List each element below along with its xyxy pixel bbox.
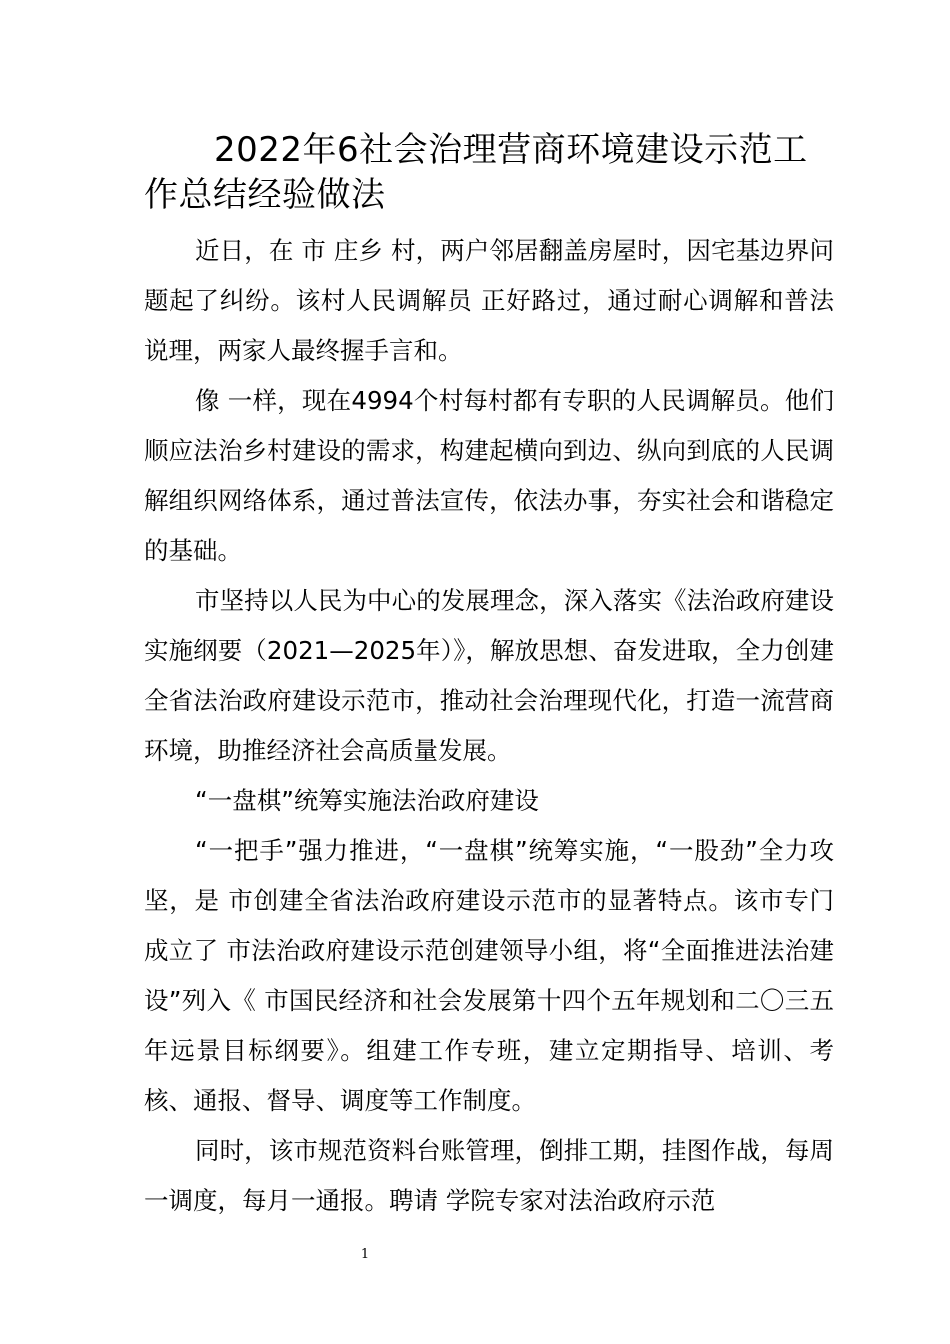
document-body xyxy=(144,226,834,1226)
paragraph-dispute-mediation: 近日，在 市 庄乡 村，两户邻居翻盖房屋时，因宅基边界问题起了纠纷。该村人民调解员 正好路过，通过耐心调解和普法说理，两家人最终握手言和。 xyxy=(144,236,834,365)
document-title: 2022年6社会治理营商环境建设示范工作总结经验做法 xyxy=(144,130,808,215)
paragraph-mediator-network: 像 一样，现在4994个村每村都有专职的人民调解员。他们顺应法治乡村建设的需求，构建起横向到边、纵向到底的人民调解组织网络体系，通过普法宣传，依法办事，夯实社会和谐稳定的基础。 xyxy=(144,386,834,565)
paragraph-leadership-promotion: “一把手”强力推进，“一盘棋”统筹实施，“一股劲”全力攻坚，是 市创建全省法治政府建设示范市的显著特点。该市专门成立了 市法治政府建设示范创建领导小组，将“全面推进法治建设”列入《 市国民经济和社会发展第十四个五年规划和二〇三五年远景目标纲要》。组建工作专班，建立定期指导、培训、考核、通报、督导、调度等工作制度。 xyxy=(144,836,834,1115)
paragraph-development-concept: 市坚持以人民为中心的发展理念，深入落实《法治政府建设实施纲要（2021—2025年）》，解放思想、奋发进取，全力创建全省法治政府建设示范市，推动社会治理现代化，打造一流营商环境，助推经济社会高质量发展。 xyxy=(144,586,834,765)
page-number: 1 xyxy=(360,1247,370,1262)
section-heading-overall-planning: “一盘棋”统筹实施法治政府建设 xyxy=(195,786,539,815)
paragraph-ledger-management: 同时，该市规范资料台账管理，倒排工期，挂图作战，每周一调度，每月一通报。聘请 学院专家对法治政府示范 xyxy=(144,1136,834,1215)
